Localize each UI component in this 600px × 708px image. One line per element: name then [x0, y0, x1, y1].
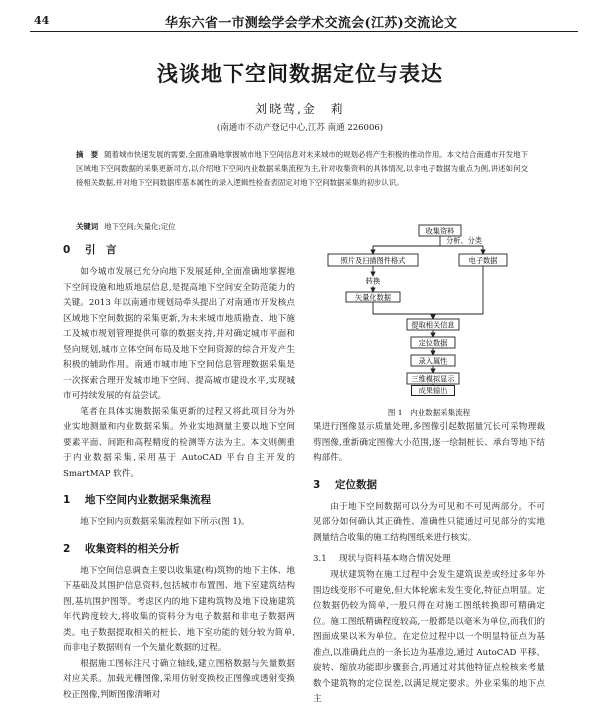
- left-column: [63, 232, 295, 703]
- section-number: 3: [313, 478, 321, 491]
- section-1-heading: [63, 492, 295, 507]
- node-extract-label: 提取相关信息: [411, 320, 455, 330]
- abstract: [76, 148, 528, 190]
- node-paper-label: 照片及扫描图件格式: [340, 256, 406, 265]
- node-vectorize-label: 矢量化数据: [355, 293, 391, 302]
- section-2-heading: [63, 541, 295, 556]
- section-0-heading: [63, 242, 295, 257]
- paragraph: 现状建筑物在施工过程中会发生建筑误差或经过多年外围边线变形不可避免,但大体轮廓未发生变化,特征点明显。定位数据仍较为简单,一般只得在对施工图纸转换即可精确定位。施工图纸精确程度较高,一般都是以毫米为单位,而我们的图面成果以米为单位。在定位过程中以一个明显特征点为基准点,以准确此点的一条长边为基准边,通过 AutoCAD 平移、旋转、缩放功能即步骤套合,再通过对其他特征点检核来考量数个建筑物的定位误差,以满足规定要求。外业采集的地下点主: [313, 570, 545, 704]
- section-title: 地下空间内业数据采集流程: [85, 494, 211, 506]
- keywords-label: 关键词: [76, 222, 99, 231]
- paragraph: 根据施工图标注尺寸确立轴线,建立图格数据与矢量数据对应关系。加载光栅图像,采用仿射变换校正图像或透射变换校正图像,判断图像清晰对: [63, 658, 295, 700]
- right-column: [313, 420, 545, 708]
- node-attribute: [411, 355, 455, 366]
- node-attribute-label: 录入属性: [418, 356, 448, 366]
- node-collect: [419, 225, 461, 236]
- figure-caption: 图 1 内业数据采集流程: [387, 408, 471, 417]
- paragraph: 由于地下空间数据可以分为可见和不可见两部分。不可见部分如何确认其正确性、准确性只能通过可见部分的实地测量结合收集的施工结构图纸来进行核实。: [313, 501, 545, 543]
- subsection-3-1-heading: [313, 552, 545, 564]
- keywords-text: 地下空间;矢量化;定位: [104, 222, 176, 231]
- node-convert-label: 转换: [365, 276, 381, 286]
- article-affiliation: (南通市不动产登记中心,江苏 南通 226006): [216, 123, 384, 133]
- paragraph: 地下空间内页数据采集流程如下所示(图 1)。: [80, 517, 250, 527]
- abstract-label: 摘 要: [76, 150, 99, 159]
- section-number: 2: [63, 542, 71, 555]
- subsection-title: 现状与资料基本吻合情况处理: [339, 554, 451, 564]
- page-number: 44: [34, 14, 50, 27]
- section-title: 引 言: [85, 244, 117, 256]
- node-model: [407, 373, 459, 384]
- article-authors: 刘晓莺,金 莉: [255, 102, 345, 116]
- node-collect-label: 收集资料: [425, 226, 455, 236]
- paragraph: 地下空间信息调查主要以收集建(构)筑物的地下主体、地下基础及其围护信息资料,包括城市布置图、地下室建筑结构图,基坑围护图等。考虑区内的地下建构筑物及地下设施建筑年代跨度较大,将收集的资料分为电子数据和非电子数据两类。电子数据提取相关的桩长、地下室功能的划分较为简单,而非电子数据则有一个矢量化数据的过程。: [63, 565, 295, 653]
- section-title: 收集资料的相关分析: [85, 542, 180, 555]
- node-classify-label: 分析、分类: [446, 236, 482, 245]
- paragraph: 如今城市发展已允分向地下发展延伸,全面准确地掌握地下空间设施和地质地层信息,是提高地下空间安全防范能力的关键。2013 年以南通市规划局牵头提出了对南通市开发核点区域地下空间数据的采集更新,为未来城市地质勘查、地下施工及城市规划管理提供可靠的数据支持,并对确定城市平面和竖向规划,城市立体空间布局及地下空间资源的综合开发产生积极的辅助作用。南通市城市地下空间信息管理数据采集是一次探索合理开发城市地下空间、提高城市建设水平,实现城市可持续发展的有益尝试。: [63, 267, 295, 401]
- node-electronic-label: 电子数据: [468, 256, 498, 265]
- abstract-text: 随着城市快速发展的需要,全面准确地掌握城市地下空间信息对未来城市的规划必将产生积极的推动作用。本文结合南通市开发地下区域地下空间数据的采集更新司方,以介绍地下空间内业数据采集流程为主,针对收集资料的具体情况,以非电子数据为重点为例,讲述如何交接相关数据,并对地下空间数据库基本属性的录入逻辑性检查表固定对地下空间数据采集的初步认识。: [76, 150, 528, 187]
- node-locate: [411, 337, 455, 348]
- subsection-number: 3.1: [313, 554, 327, 564]
- section-number: 0: [63, 244, 71, 256]
- node-extract: [407, 319, 459, 330]
- article-title: 浅谈地下空间数据定位与表达: [157, 61, 443, 86]
- running-title: 华东六省一市测绘学会学术交流会(江苏)交流论文: [165, 16, 458, 31]
- node-model-label: 三维模拟显示: [411, 374, 455, 384]
- section-number: 1: [63, 494, 71, 506]
- section-title: 定位数据: [335, 478, 377, 491]
- node-vectorize: [346, 292, 400, 302]
- node-electronic: [459, 254, 507, 266]
- header-rule: [30, 31, 578, 32]
- paragraph: 果进行图像显示质量处理,多图像引起数据量冗长可采物理裁剪图像,重新确定图像大小范围,逐一绘制桩长、承台等地下结构部件。: [313, 422, 545, 463]
- node-paper: [328, 254, 418, 266]
- section-3-heading: [313, 477, 545, 492]
- node-result-box: 成果输出: [411, 385, 455, 396]
- flowchart-figure: [313, 222, 545, 392]
- paragraph: 笔者在具体实施数据采集更新的过程又将此项目分为外业实地测量和内业数据采集。外业实地测量主要以地下空间要素平面、间距和高程精度的检测等方法为主。本文则侧重于内业数据采集,采用基于 AutoCAD 平台自主开发的 SmartMAP 软件。: [63, 406, 295, 479]
- node-locate-label: 定位数据: [418, 338, 448, 348]
